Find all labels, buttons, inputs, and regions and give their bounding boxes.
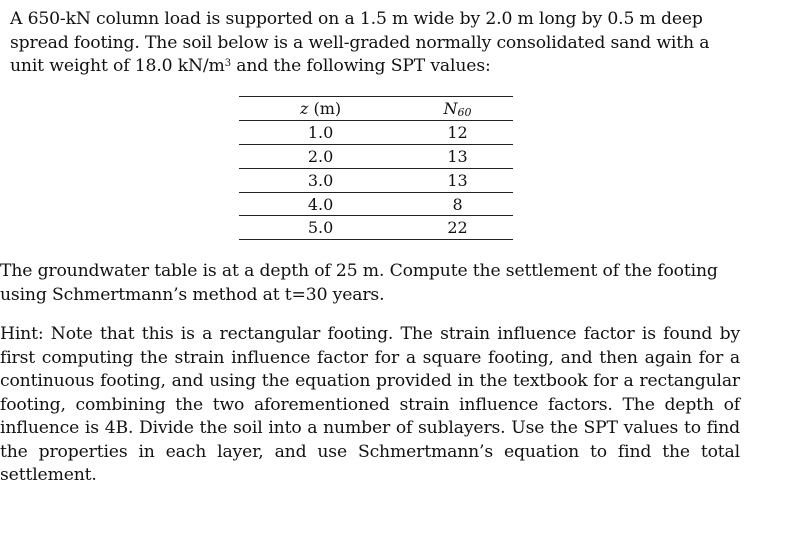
table-row — [239, 120, 513, 144]
depth-cell: 3.0 — [239, 168, 402, 192]
intro-line-2: spread footing. The soil below is a well-graded normally consolidated sand with a — [10, 32, 710, 53]
question-block — [0, 260, 740, 307]
intro-line-3-pre: unit weight of 18.0 kN/m — [10, 56, 225, 76]
depth-cell: 1.0 — [239, 120, 402, 144]
intro-line-3 — [10, 56, 491, 76]
hint-paragraph: Hint: Note that this is a rectangular footing. The strain influence factor is found by first computing the strain influence factor for a square footing, and then again for a continuous footing, and using the equation provided in the textbook for a rectangular footing, combining the two aforementioned strain influence factors. The depth of influence is 4B. Divide the soil into a number of sublayers. Use the SPT values to find the properties in each layer, and use Schmertmann’s equation to find the total settlement. — [0, 324, 740, 485]
question-paragraph — [0, 260, 740, 307]
table-row — [239, 168, 513, 192]
question-line-2: using Schmertmann’s method at t=30 years. — [0, 284, 385, 305]
intro-paragraph — [10, 8, 750, 79]
spt-table-header-row — [239, 97, 513, 121]
n60-cell: 22 — [402, 216, 513, 240]
n60-cell: 12 — [402, 120, 513, 144]
col-header-depth — [239, 97, 402, 121]
intro-line-3-post: and the following SPT values: — [230, 56, 491, 76]
problem-statement — [10, 8, 750, 79]
n60-cell: 13 — [402, 144, 513, 168]
col-header-depth-var: z — [299, 98, 309, 118]
hint-block — [0, 323, 740, 488]
depth-cell: 5.0 — [239, 216, 402, 240]
table-row — [239, 192, 513, 216]
intro-line-1: A 650-kN column load is supported on a 1.5 m wide by 2.0 m long by 0.5 m deep — [10, 9, 703, 29]
spt-table — [239, 96, 513, 240]
depth-cell: 4.0 — [239, 192, 402, 216]
n60-cell: 13 — [402, 168, 513, 192]
depth-cell: 2.0 — [239, 144, 402, 168]
n60-cell: 8 — [402, 192, 513, 216]
col-header-n-sub: 60 — [457, 105, 472, 119]
spt-table-container — [239, 96, 513, 240]
table-row — [239, 144, 513, 168]
cubed-superscript: 3 — [224, 58, 231, 69]
question-line-1: The groundwater table is at a depth of 25 m. Compute the settlement of the footing — [0, 261, 718, 281]
col-header-n60 — [402, 97, 513, 121]
col-header-n-var: N — [443, 98, 458, 118]
table-row — [239, 216, 513, 240]
col-header-depth-unit: (m) — [308, 98, 342, 118]
